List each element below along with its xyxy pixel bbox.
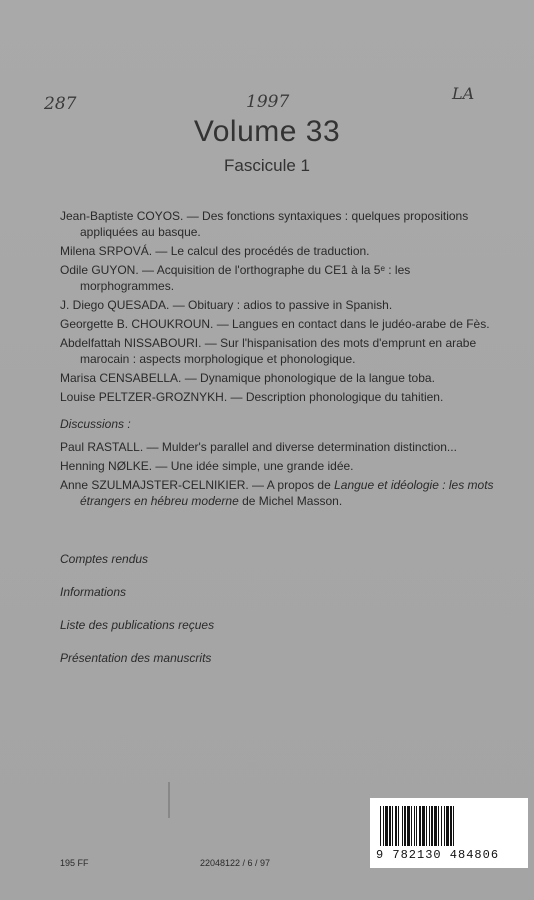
handwritten-note-right: LA (452, 84, 475, 103)
discussion-title-pre: — A propos de (248, 478, 335, 492)
discussion-title: — Mulder's parallel and diverse determination distinction... (143, 440, 457, 454)
isbn-barcode (370, 798, 528, 868)
catalog-code: 22048122 / 6 / 97 (200, 858, 271, 868)
discussion-author: Henning NØLKE. (60, 459, 153, 473)
article-title: — Le calcul des procédés de traduction. (152, 244, 370, 258)
article-author: Abdelfattah NISSABOURI. (60, 336, 202, 350)
discussion-entry (60, 439, 506, 455)
article-title: — Description phonologique du tahitien. (227, 390, 444, 404)
article-entry (60, 335, 506, 367)
barcode-bars (380, 806, 518, 846)
article-entry (60, 370, 506, 386)
article-entry (60, 297, 506, 313)
article-entry (60, 262, 506, 294)
discussion-entry (60, 458, 506, 474)
handwritten-note-left: 287 (44, 94, 77, 114)
article-entry (60, 208, 506, 240)
volume-title: Volume 33 (193, 115, 341, 148)
article-author: Georgette B. CHOUKROUN. (60, 317, 214, 331)
article-entry (60, 316, 506, 332)
article-author: Milena SRPOVÁ. (60, 244, 153, 258)
article-author: Louise PELTZER-GROZNYKH. (60, 390, 228, 404)
discussion-entry (60, 477, 506, 509)
manuscript-presentation-heading: Présentation des manuscrits (60, 651, 212, 665)
handwritten-note-year: 1997 (246, 92, 290, 112)
reviewed-book-title: Langue et idéologie : les mots étrangers en hébreu moderne (80, 478, 494, 508)
discussion-title-post: de Michel Masson. (238, 494, 343, 508)
article-title: — Dynamique phonologique de la langue toba. (181, 371, 435, 385)
article-author: J. Diego QUESADA. (60, 298, 170, 312)
discussion-author: Paul RASTALL. (60, 440, 144, 454)
fascicule-title: Fascicule 1 (224, 156, 310, 175)
price-label: 195 FF (60, 858, 89, 868)
article-title: — Obituary : adios to passive in Spanish. (169, 298, 393, 312)
pen-mark (168, 782, 170, 818)
article-title: — Sur l'hispanisation des mots d'emprunt en arabe marocain : aspects morphologique et phonologique. (80, 336, 477, 366)
table-of-contents (60, 208, 506, 512)
comptes-rendus-heading: Comptes rendus (60, 552, 149, 566)
article-title: — Acquisition de l'orthographe du CE1 à la 5ᵉ : les morphogrammes. (80, 263, 411, 293)
article-author: Odile GUYON. (60, 263, 139, 277)
publications-list-heading: Liste des publications reçues (60, 618, 215, 632)
informations-heading: Informations (60, 585, 127, 599)
discussion-author: Anne SZULMAJSTER-CELNIKIER. (60, 478, 249, 492)
article-entry (60, 243, 506, 259)
discussion-title: — Une idée simple, une grande idée. (152, 459, 354, 473)
article-author: Marisa CENSABELLA. (60, 371, 182, 385)
article-entry (60, 389, 506, 405)
article-author: Jean-Baptiste COYOS. (60, 209, 184, 223)
article-title: — Langues en contact dans le judéo-arabe de Fès. (213, 317, 490, 331)
barcode-bar (454, 806, 456, 846)
discussions-heading: Discussions : (60, 417, 131, 431)
isbn-digits: 9 782130 484806 (376, 848, 500, 862)
article-title: — Des fonctions syntaxiques : quelques propositions appliquées au basque. (80, 209, 469, 239)
